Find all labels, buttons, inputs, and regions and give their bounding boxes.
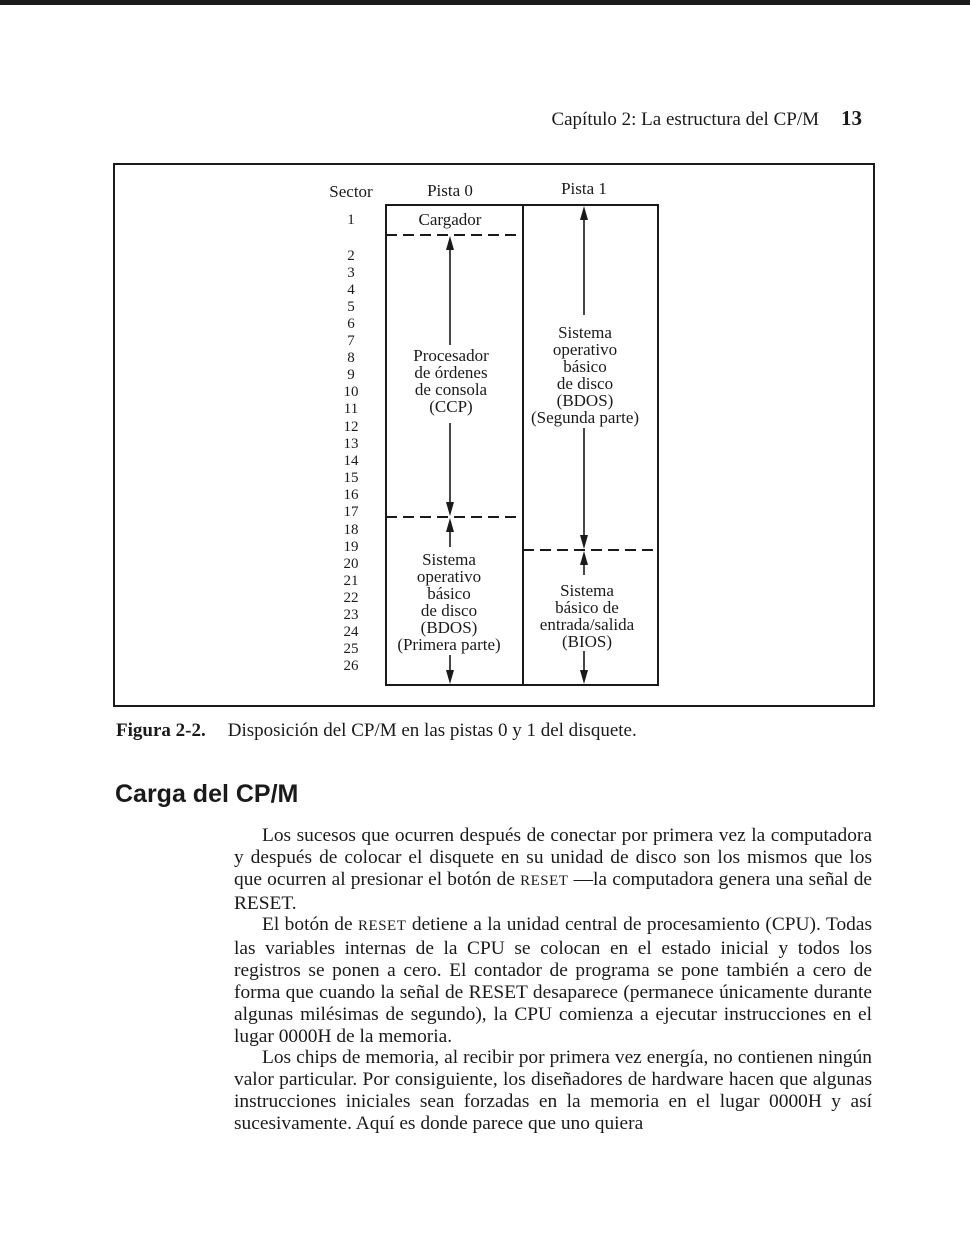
- ccp-label: [413, 346, 489, 416]
- label-line: (BIOS): [561, 632, 613, 651]
- label-line: de disco: [556, 374, 614, 393]
- arrow-up-icon: [446, 518, 454, 532]
- sector-number: 7: [347, 333, 355, 349]
- bios-label: [540, 581, 635, 651]
- column-headers: [329, 179, 607, 201]
- paragraph-text: detiene a la unidad central de procesamiento (CPU). Todas las variables internas de la CPU se colocan en el estado inicial y todos los registros se ponen a cero. El contador de programa se pone también a cero de forma que cuando la señal de RESET desaparece (permanece únicamente durante algunas milésimas de segundo), la CPU comienza a ejecutar instrucciones en el lugar 0000H de la memoria.: [234, 914, 872, 1047]
- arrow-down-icon: [580, 535, 588, 549]
- sector-number: 2: [347, 248, 355, 264]
- label-line: básico: [427, 584, 471, 603]
- sector-number: 21: [343, 573, 359, 589]
- label-line: de disco: [420, 601, 478, 620]
- figure-label: Figura 2-2.: [116, 720, 206, 741]
- label-line: de órdenes: [414, 363, 488, 382]
- track1-column-header: Pista 1: [561, 179, 607, 198]
- top-edge-rule: [0, 0, 970, 5]
- paragraph-text: El botón de: [262, 914, 359, 936]
- arrow-up-icon: [580, 206, 588, 220]
- label-line: (BDOS): [420, 618, 478, 637]
- paragraph-text: Los chips de memoria, al recibir por primera vez energía, no contienen ningún valor particular. Por consiguiente, los diseñadores de hardware hacen que algunas instrucciones iniciales sean forzadas en la memoria en el lugar 0000H y así sucesivamente. Aquí es donde parece que uno quiera: [234, 1047, 872, 1134]
- section-heading: Carga del CP/M: [115, 780, 299, 808]
- label-line: Sistema: [558, 323, 612, 342]
- disk-layout-diagram: [115, 165, 873, 705]
- figure-caption-text: Disposición del CP/M en las pistas 0 y 1 del disquete.: [227, 720, 637, 741]
- paragraph-text: —la computadora genera una señal de RESET.: [234, 868, 872, 914]
- arrow-up-icon: [446, 236, 454, 250]
- running-title: Capítulo 2: La estructura del CP/M: [551, 109, 819, 130]
- track0-column-header: Pista 0: [427, 181, 473, 200]
- sector-number: 17: [343, 504, 359, 520]
- label-line: básico: [563, 357, 607, 376]
- running-head: [0, 106, 862, 131]
- figure-frame: [113, 163, 875, 707]
- small-caps-term: RESET: [358, 918, 407, 935]
- label-line: (Segunda parte): [530, 408, 640, 427]
- paragraph: [234, 914, 872, 1047]
- arrow-down-icon: [580, 670, 588, 684]
- label-line: operativo: [552, 340, 618, 359]
- sector-number: 20: [343, 556, 359, 572]
- sector-number: 6: [347, 316, 355, 332]
- sector-numbers: [344, 212, 360, 674]
- sector-number: 9: [347, 367, 355, 383]
- paragraph-text: Los sucesos que ocurren después de conectar por primera vez la computadora y después de colocar el disquete en su unidad de disco son los mismos que los que ocurren al presionar el botón de: [234, 825, 872, 890]
- arrow-up-icon: [580, 551, 588, 565]
- bdos-part1-label: [397, 550, 500, 654]
- label-line: (CCP): [429, 397, 473, 416]
- label-line: (Primera parte): [397, 635, 501, 654]
- label-line: Sistema: [560, 581, 614, 600]
- arrow-down-icon: [446, 502, 454, 516]
- label-line: (BDOS): [556, 391, 614, 410]
- sector-number: 12: [343, 419, 359, 435]
- sector-number: 26: [343, 658, 359, 674]
- arrow-down-icon: [446, 670, 454, 684]
- sector-column-header: Sector: [329, 182, 373, 201]
- sector-number: 11: [343, 401, 359, 417]
- bdos-part2-label: [531, 323, 639, 427]
- sector-number: 15: [343, 470, 359, 486]
- sector-number: 8: [347, 350, 355, 366]
- small-caps-term: RESET: [520, 872, 569, 889]
- label-line: de consola: [414, 380, 488, 399]
- loader-label: Cargador: [418, 210, 482, 229]
- sector-number: 14: [343, 453, 359, 469]
- label-line: Sistema: [422, 550, 476, 569]
- body-text: [234, 825, 872, 1135]
- sector-number: 1: [347, 212, 355, 228]
- sector-number: 23: [343, 607, 359, 623]
- label-line: Procesador: [413, 346, 489, 365]
- label-line: entrada/salida: [539, 615, 635, 634]
- sector-number: 3: [347, 265, 355, 281]
- sector-number: 16: [343, 487, 359, 503]
- sector-number: 13: [343, 436, 359, 452]
- label-line: básico de: [555, 598, 619, 617]
- sector-number: 5: [347, 299, 355, 315]
- sector-number: 25: [343, 641, 359, 657]
- paragraph: [234, 1047, 872, 1134]
- label-line: operativo: [416, 567, 482, 586]
- sector-number: 19: [343, 539, 359, 555]
- sector-number: 4: [347, 282, 355, 298]
- paragraph: [234, 825, 872, 914]
- sector-number: 22: [343, 590, 359, 606]
- sector-number: 24: [343, 624, 359, 640]
- sector-number: 10: [343, 384, 359, 400]
- sector-number: 18: [343, 522, 359, 538]
- page-number: 13: [841, 106, 862, 130]
- figure-caption: [116, 720, 637, 742]
